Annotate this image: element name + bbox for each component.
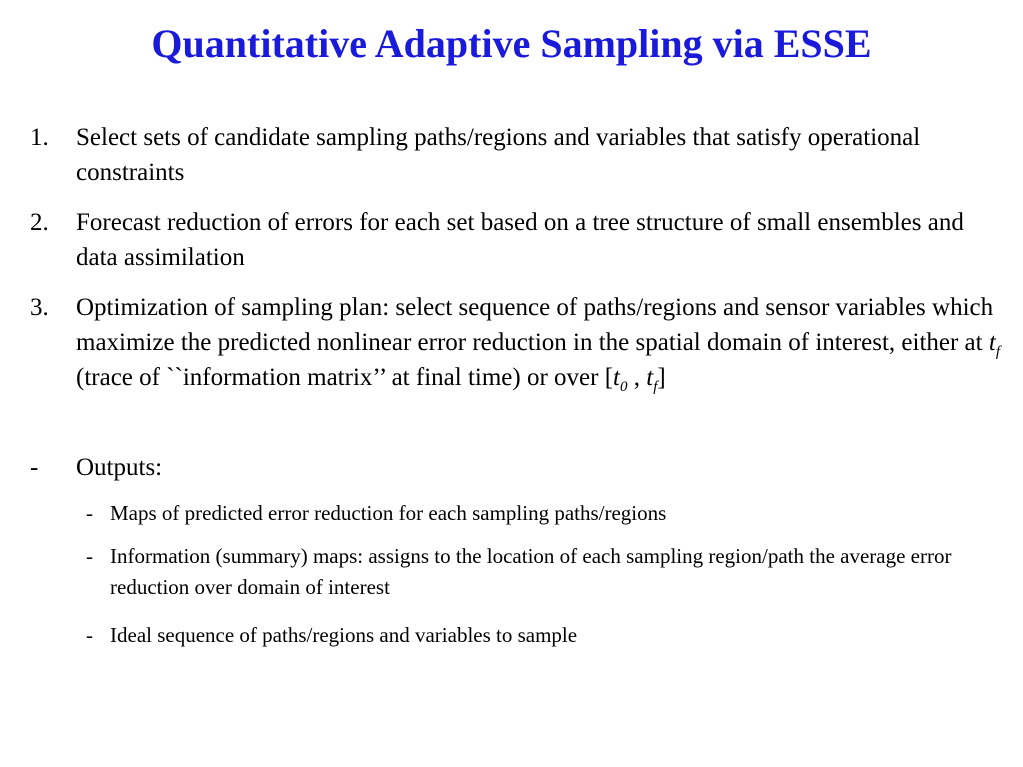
text-segment: ]: [657, 364, 666, 391]
list-item-text: Select sets of candidate sampling paths/regions and variables that satisfy operational constraints: [76, 124, 921, 186]
list-item-text: Outputs:: [76, 454, 163, 481]
time-variable: t: [613, 364, 620, 391]
list-marker: -: [30, 454, 39, 481]
text-segment: Optimization of sampling plan: select sequence of paths/regions and sensor variables which maximize the predicted nonlinear error reduction in the spatial domain of interest, either at: [76, 294, 994, 356]
sub-item-text: Information (summary) maps: assigns to the location of each sampling region/path the average error reduction over domain of interest: [110, 544, 952, 599]
text-segment: (trace of ``information matrix’’ at final time) or over [: [76, 364, 614, 391]
list-marker: 3.: [30, 294, 49, 321]
initial-time-subscript: 0: [619, 379, 628, 395]
sub-marker: -: [86, 623, 93, 647]
time-variable: t: [988, 329, 996, 356]
sub-item-text: Maps of predicted error reduction for each sampling paths/regions: [110, 501, 667, 525]
interval-separator: ,: [627, 364, 647, 391]
slide-title: Quantitative Adaptive Sampling via ESSE: [151, 21, 872, 66]
sub-marker: -: [86, 501, 93, 525]
list-item-text: Forecast reduction of errors for each set based on a tree structure of small ensembles and data assimilation: [76, 209, 964, 271]
list-item-text: [76, 290, 1006, 395]
sub-marker: -: [86, 544, 93, 568]
list-marker: 1.: [30, 124, 49, 151]
final-time-subscript: f: [653, 379, 658, 395]
final-time-subscript: f: [995, 344, 1000, 360]
list-marker: 2.: [30, 209, 49, 236]
sub-item-text: Ideal sequence of paths/regions and variables to sample: [110, 623, 578, 647]
time-variable: t: [646, 364, 654, 391]
